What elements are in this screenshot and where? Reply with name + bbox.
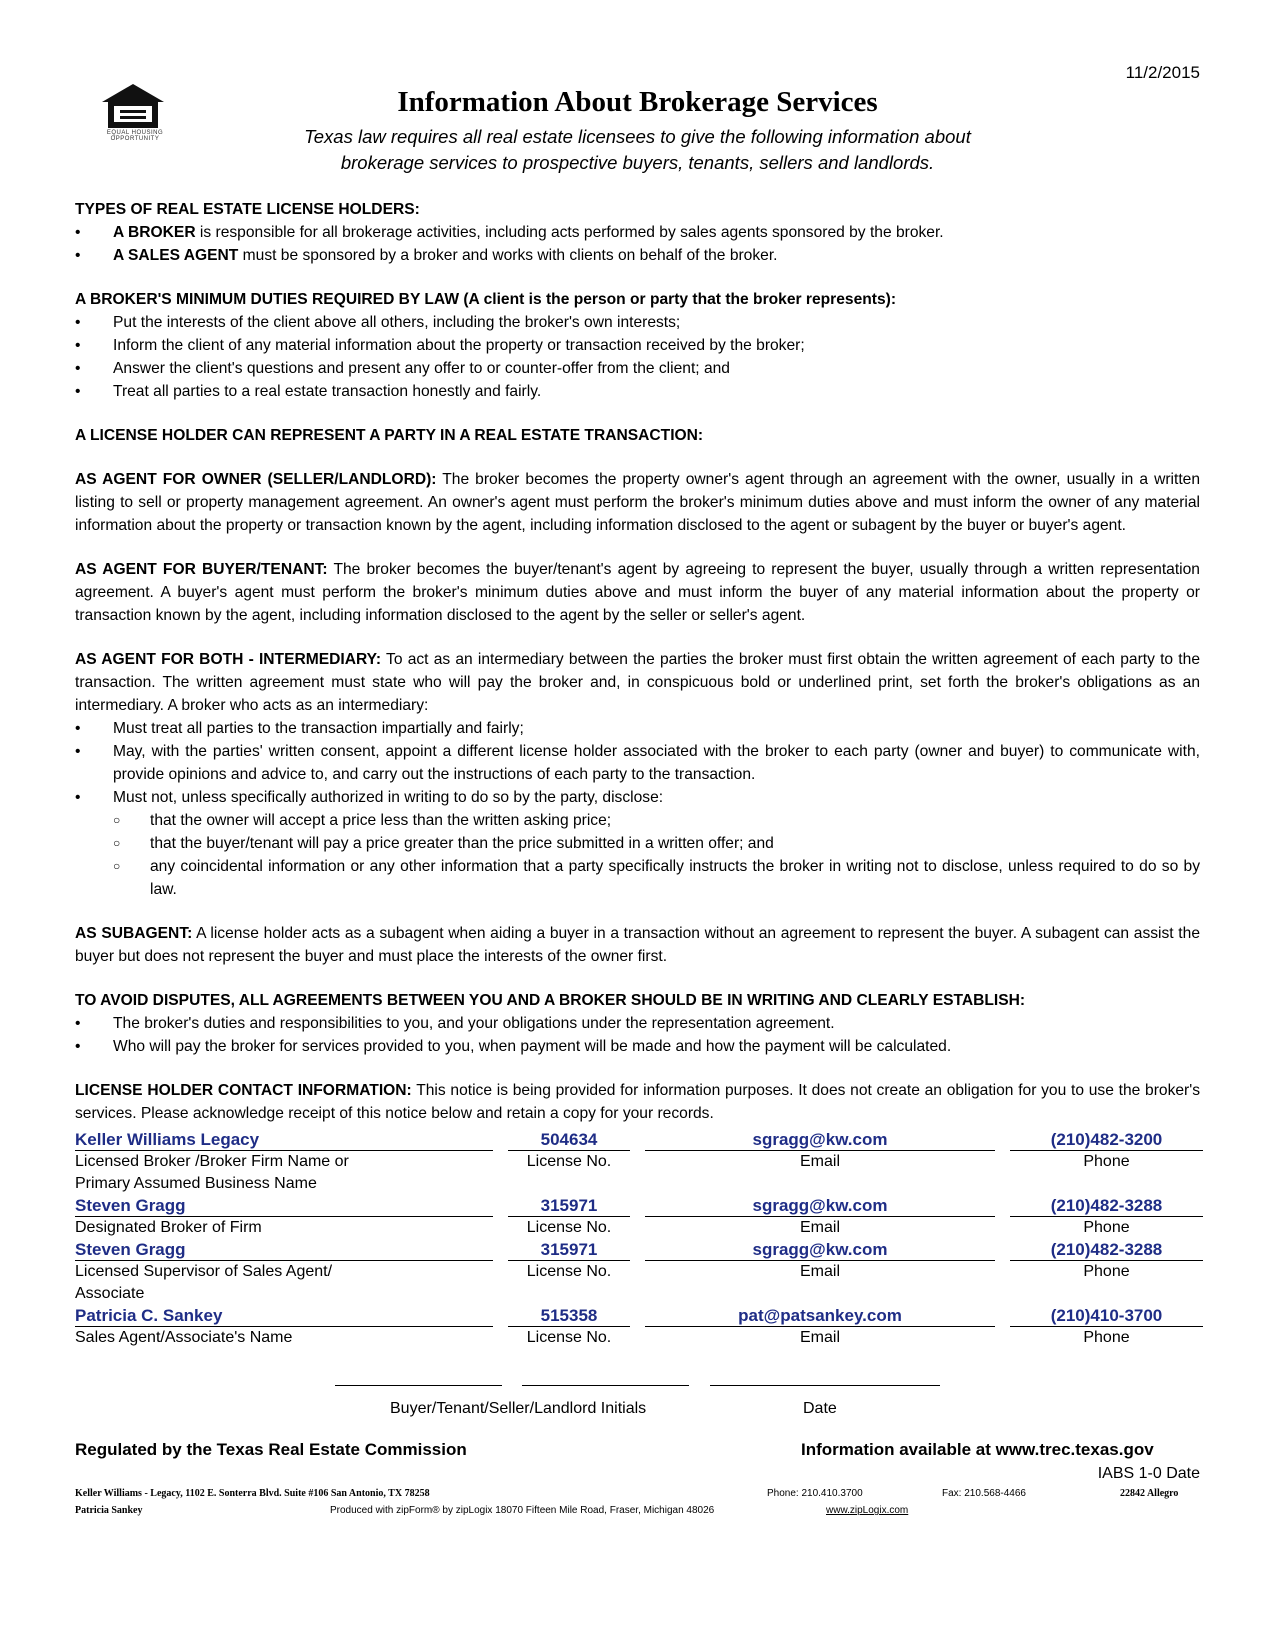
broker-email-field[interactable]: sgragg@kw.com bbox=[645, 1129, 995, 1151]
disputes-heading: TO AVOID DISPUTES, ALL AGREEMENTS BETWEEN YOU AND A BROKER SHOULD BE IN WRITING AND CLEARLY ESTABLISH: bbox=[75, 992, 1026, 1009]
supervisor-label bbox=[75, 1261, 493, 1305]
duty-text: Put the interests of the client above all others, including the broker's own interests; bbox=[113, 314, 681, 331]
email-label: Email bbox=[799, 1263, 840, 1280]
sales-agent-term: A SALES AGENT bbox=[113, 247, 239, 264]
email-label: Email bbox=[799, 1329, 840, 1346]
license-label: License No. bbox=[526, 1219, 612, 1236]
initials-line-1[interactable] bbox=[335, 1385, 502, 1386]
designated-broker-name-field[interactable]: Steven Gragg bbox=[75, 1195, 493, 1217]
sales-agent-email-field[interactable]: pat@patsankey.com bbox=[645, 1305, 995, 1327]
owner-agent-paragraph bbox=[75, 468, 1200, 537]
license-label: License No. bbox=[526, 1153, 612, 1170]
bullet-icon: • bbox=[75, 1015, 81, 1032]
designated-broker-email-field[interactable]: sgragg@kw.com bbox=[645, 1195, 995, 1217]
broker-definition: is responsible for all brokerage activities, including acts performed by sales agents sponsored by the broker. bbox=[195, 224, 944, 241]
date-line[interactable] bbox=[710, 1385, 940, 1386]
list-item bbox=[75, 832, 1200, 855]
buyer-agent-paragraph bbox=[75, 558, 1200, 627]
ziplogix-link[interactable]: www.zipLogix.com bbox=[826, 1505, 909, 1516]
bullet-icon: • bbox=[75, 789, 81, 806]
broker-firm-label bbox=[75, 1151, 493, 1195]
buyer-agent-text: The broker becomes the buyer/tenant's agent by agreeing to represent the buyer, usually through a written representation agreement. A buyer's agent must perform the broker's minimum duties above and must inform the buyer of any material information about the property or transaction known by the agent, including information disclosed to the agent by the seller or seller's agent. bbox=[75, 561, 1200, 624]
office-address: Keller Williams - Legacy, 1102 E. Sonterra Blvd. Suite #106 San Antonio, TX 78258 bbox=[75, 1488, 430, 1499]
intermediary-list bbox=[75, 717, 1200, 809]
list-item bbox=[75, 357, 1200, 380]
duty-text: Treat all parties to a real estate transaction honestly and fairly. bbox=[113, 383, 542, 400]
designated-broker-phone-field[interactable]: (210)482-3288 bbox=[1010, 1195, 1203, 1217]
intermediary-heading: AS AGENT FOR BOTH - INTERMEDIARY: bbox=[75, 651, 382, 668]
bullet-icon: • bbox=[75, 224, 81, 241]
date-label: Date bbox=[803, 1400, 837, 1417]
supervisor-name-field[interactable]: Steven Gragg bbox=[75, 1239, 493, 1261]
list-item bbox=[75, 855, 1200, 901]
contact-info-paragraph bbox=[75, 1079, 1200, 1125]
sales-agent-name-field[interactable]: Patricia C. Sankey bbox=[75, 1305, 493, 1327]
list-item bbox=[75, 244, 1200, 267]
agent-name: Patricia Sankey bbox=[75, 1505, 143, 1516]
circle-bullet-icon: ○ bbox=[113, 836, 121, 850]
bullet-icon: • bbox=[75, 360, 81, 377]
disclose-item: that the owner will accept a price less than the written asking price; bbox=[150, 812, 612, 829]
sales-agent-license-field[interactable]: 515358 bbox=[508, 1305, 630, 1327]
email-label: Email bbox=[799, 1219, 840, 1236]
supervisor-license-field[interactable]: 315971 bbox=[508, 1239, 630, 1261]
supervisor-email-field[interactable]: sgragg@kw.com bbox=[645, 1239, 995, 1261]
list-item bbox=[75, 334, 1200, 357]
field-label: Associate bbox=[75, 1285, 145, 1302]
regulated-by-text: Regulated by the Texas Real Estate Commission bbox=[75, 1440, 467, 1459]
bullet-icon: • bbox=[75, 247, 81, 264]
bullet-icon: • bbox=[75, 743, 81, 760]
broker-license-field[interactable]: 504634 bbox=[508, 1129, 630, 1151]
phone-label: Phone bbox=[1083, 1219, 1130, 1236]
field-label: Primary Assumed Business Name bbox=[75, 1175, 317, 1192]
subtitle-line-2: brokerage services to prospective buyers, tenants, sellers and landlords. bbox=[340, 152, 935, 173]
contact-info-heading: LICENSE HOLDER CONTACT INFORMATION: bbox=[75, 1082, 412, 1099]
subtitle-line-1: Texas law requires all real estate licensees to give the following information about bbox=[304, 126, 971, 147]
listing-id: 22842 Allegro bbox=[1120, 1488, 1179, 1499]
list-item bbox=[75, 311, 1200, 334]
types-list bbox=[75, 221, 1200, 267]
page-title: Information About Brokerage Services bbox=[397, 86, 878, 118]
disclose-item: that the buyer/tenant will pay a price greater than the price submitted in a written offer; and bbox=[150, 835, 774, 852]
email-label: Email bbox=[799, 1153, 840, 1170]
logo-caption-2: OPPORTUNITY bbox=[110, 136, 160, 142]
dispute-item: The broker's duties and responsibilities to you, and your obligations under the representation agreement. bbox=[113, 1015, 835, 1032]
list-item bbox=[75, 717, 1200, 740]
license-label: License No. bbox=[526, 1263, 612, 1280]
logo-caption: EQUAL HOUSING bbox=[106, 130, 164, 136]
intermediary-paragraph bbox=[75, 648, 1200, 717]
broker-firm-name-field[interactable]: Keller Williams Legacy bbox=[75, 1129, 493, 1151]
page-subtitle bbox=[200, 124, 1075, 176]
list-item bbox=[75, 1035, 1200, 1058]
intermediary-text: To act as an intermediary between the parties the broker must first obtain the written agreement of each party to the transaction. The written agreement must state who will pay the broker and, in conspicuous bold or underlined print, set forth the broker's obligations as an intermediary. A broker who acts as an intermediary: bbox=[75, 651, 1200, 714]
initials-label: Buyer/Tenant/Seller/Landlord Initials bbox=[390, 1400, 647, 1417]
document-body bbox=[75, 198, 1200, 1125]
office-fax: Fax: 210.568-4466 bbox=[942, 1488, 1026, 1499]
designated-broker-license-field[interactable]: 315971 bbox=[508, 1195, 630, 1217]
sales-agent-phone-field[interactable]: (210)410-3700 bbox=[1010, 1305, 1203, 1327]
license-label: License No. bbox=[526, 1329, 612, 1346]
list-item bbox=[75, 809, 1200, 832]
intermediary-item: Must treat all parties to the transaction impartially and fairly; bbox=[113, 720, 524, 737]
circle-bullet-icon: ○ bbox=[113, 859, 121, 873]
disclose-list bbox=[75, 809, 1200, 901]
circle-bullet-icon: ○ bbox=[113, 813, 121, 827]
field-label: Licensed Supervisor of Sales Agent/ bbox=[75, 1263, 333, 1280]
subagent-heading: AS SUBAGENT: bbox=[75, 925, 193, 942]
produced-with-text: Produced with zipForm® by zipLogix 18070 Fifteen Mile Road, Fraser, Michigan 48026 bbox=[330, 1505, 715, 1516]
list-item bbox=[75, 786, 1200, 809]
disclose-item: any coincidental information or any other information that a party specifically instructs the broker in writing not to disclose, unless required to do so by law. bbox=[150, 858, 1200, 898]
contact-info-text: This notice is being provided for information purposes. It does not create an obligation for you to use the broker's services. Please acknowledge receipt of this notice below and retain a copy for your records. bbox=[75, 1082, 1201, 1122]
initials-line-2[interactable] bbox=[522, 1385, 689, 1386]
list-item bbox=[75, 1012, 1200, 1035]
sales-agent-label: Sales Agent/Associate's Name bbox=[75, 1329, 293, 1346]
duties-list bbox=[75, 311, 1200, 403]
office-phone: Phone: 210.410.3700 bbox=[767, 1488, 863, 1499]
dispute-item: Who will pay the broker for services provided to you, when payment will be made and how the payment will be calculated. bbox=[113, 1038, 952, 1055]
supervisor-phone-field[interactable]: (210)482-3288 bbox=[1010, 1239, 1203, 1261]
intermediary-item: Must not, unless specifically authorized in writing to do so by the party, disclose: bbox=[113, 789, 664, 806]
subagent-text: A license holder acts as a subagent when aiding a buyer in a transaction without an agreement to represent the buyer. A subagent can assist the buyer but does not represent the buyer and must place the interests of the owner first. bbox=[75, 925, 1200, 965]
subagent-paragraph bbox=[75, 922, 1200, 968]
buyer-agent-heading: AS AGENT FOR BUYER/TENANT: bbox=[75, 561, 328, 578]
duty-text: Inform the client of any material information about the property or transaction received by the broker; bbox=[113, 337, 805, 354]
represent-heading: A LICENSE HOLDER CAN REPRESENT A PARTY IN A REAL ESTATE TRANSACTION: bbox=[75, 427, 704, 444]
list-item bbox=[75, 221, 1200, 244]
broker-phone-field[interactable]: (210)482-3200 bbox=[1010, 1129, 1203, 1151]
bullet-icon: • bbox=[75, 314, 81, 331]
list-item bbox=[75, 740, 1200, 786]
disputes-list bbox=[75, 1012, 1200, 1058]
document-date: 11/2/2015 bbox=[1125, 63, 1200, 82]
duty-text: Answer the client's questions and present any offer to or counter-offer from the client; and bbox=[113, 360, 730, 377]
sales-agent-definition: must be sponsored by a broker and works with clients on behalf of the broker. bbox=[238, 247, 778, 264]
duties-heading: A BROKER'S MINIMUM DUTIES REQUIRED BY LAW (A client is the person or party that the broker represents): bbox=[75, 291, 897, 308]
phone-label: Phone bbox=[1083, 1263, 1130, 1280]
trec-info-text: Information available at www.trec.texas.gov bbox=[801, 1440, 1154, 1459]
bullet-icon: • bbox=[75, 720, 81, 737]
bullet-icon: • bbox=[75, 1038, 81, 1055]
broker-term: A BROKER bbox=[113, 224, 196, 241]
phone-label: Phone bbox=[1083, 1153, 1130, 1170]
types-heading: TYPES OF REAL ESTATE LICENSE HOLDERS: bbox=[75, 201, 420, 218]
owner-agent-text: The broker becomes the property owner's agent through an agreement with the owner, usually in a written listing to sell or property management agreement. An owner's agent must perform the broker's minimum duties above and must inform the owner of any material information about the property or transaction known by the agent, including information disclosed to the agent or subagent by the buyer or buyer's agent. bbox=[75, 471, 1201, 534]
bullet-icon: • bbox=[75, 337, 81, 354]
list-item bbox=[75, 380, 1200, 403]
phone-label: Phone bbox=[1083, 1329, 1130, 1346]
bullet-icon: • bbox=[75, 383, 81, 400]
designated-broker-label: Designated Broker of Firm bbox=[75, 1219, 262, 1236]
intermediary-item: May, with the parties' written consent, appoint a different license holder associated with the broker to each party (owner and buyer) to communicate with, provide opinions and advice to, and carry out the instructions of each party to the transaction. bbox=[113, 743, 1200, 783]
owner-agent-heading: AS AGENT FOR OWNER (SELLER/LANDLORD): bbox=[75, 471, 437, 488]
field-label: Licensed Broker /Broker Firm Name or bbox=[75, 1153, 349, 1170]
form-id: IABS 1-0 Date bbox=[1097, 1465, 1200, 1482]
